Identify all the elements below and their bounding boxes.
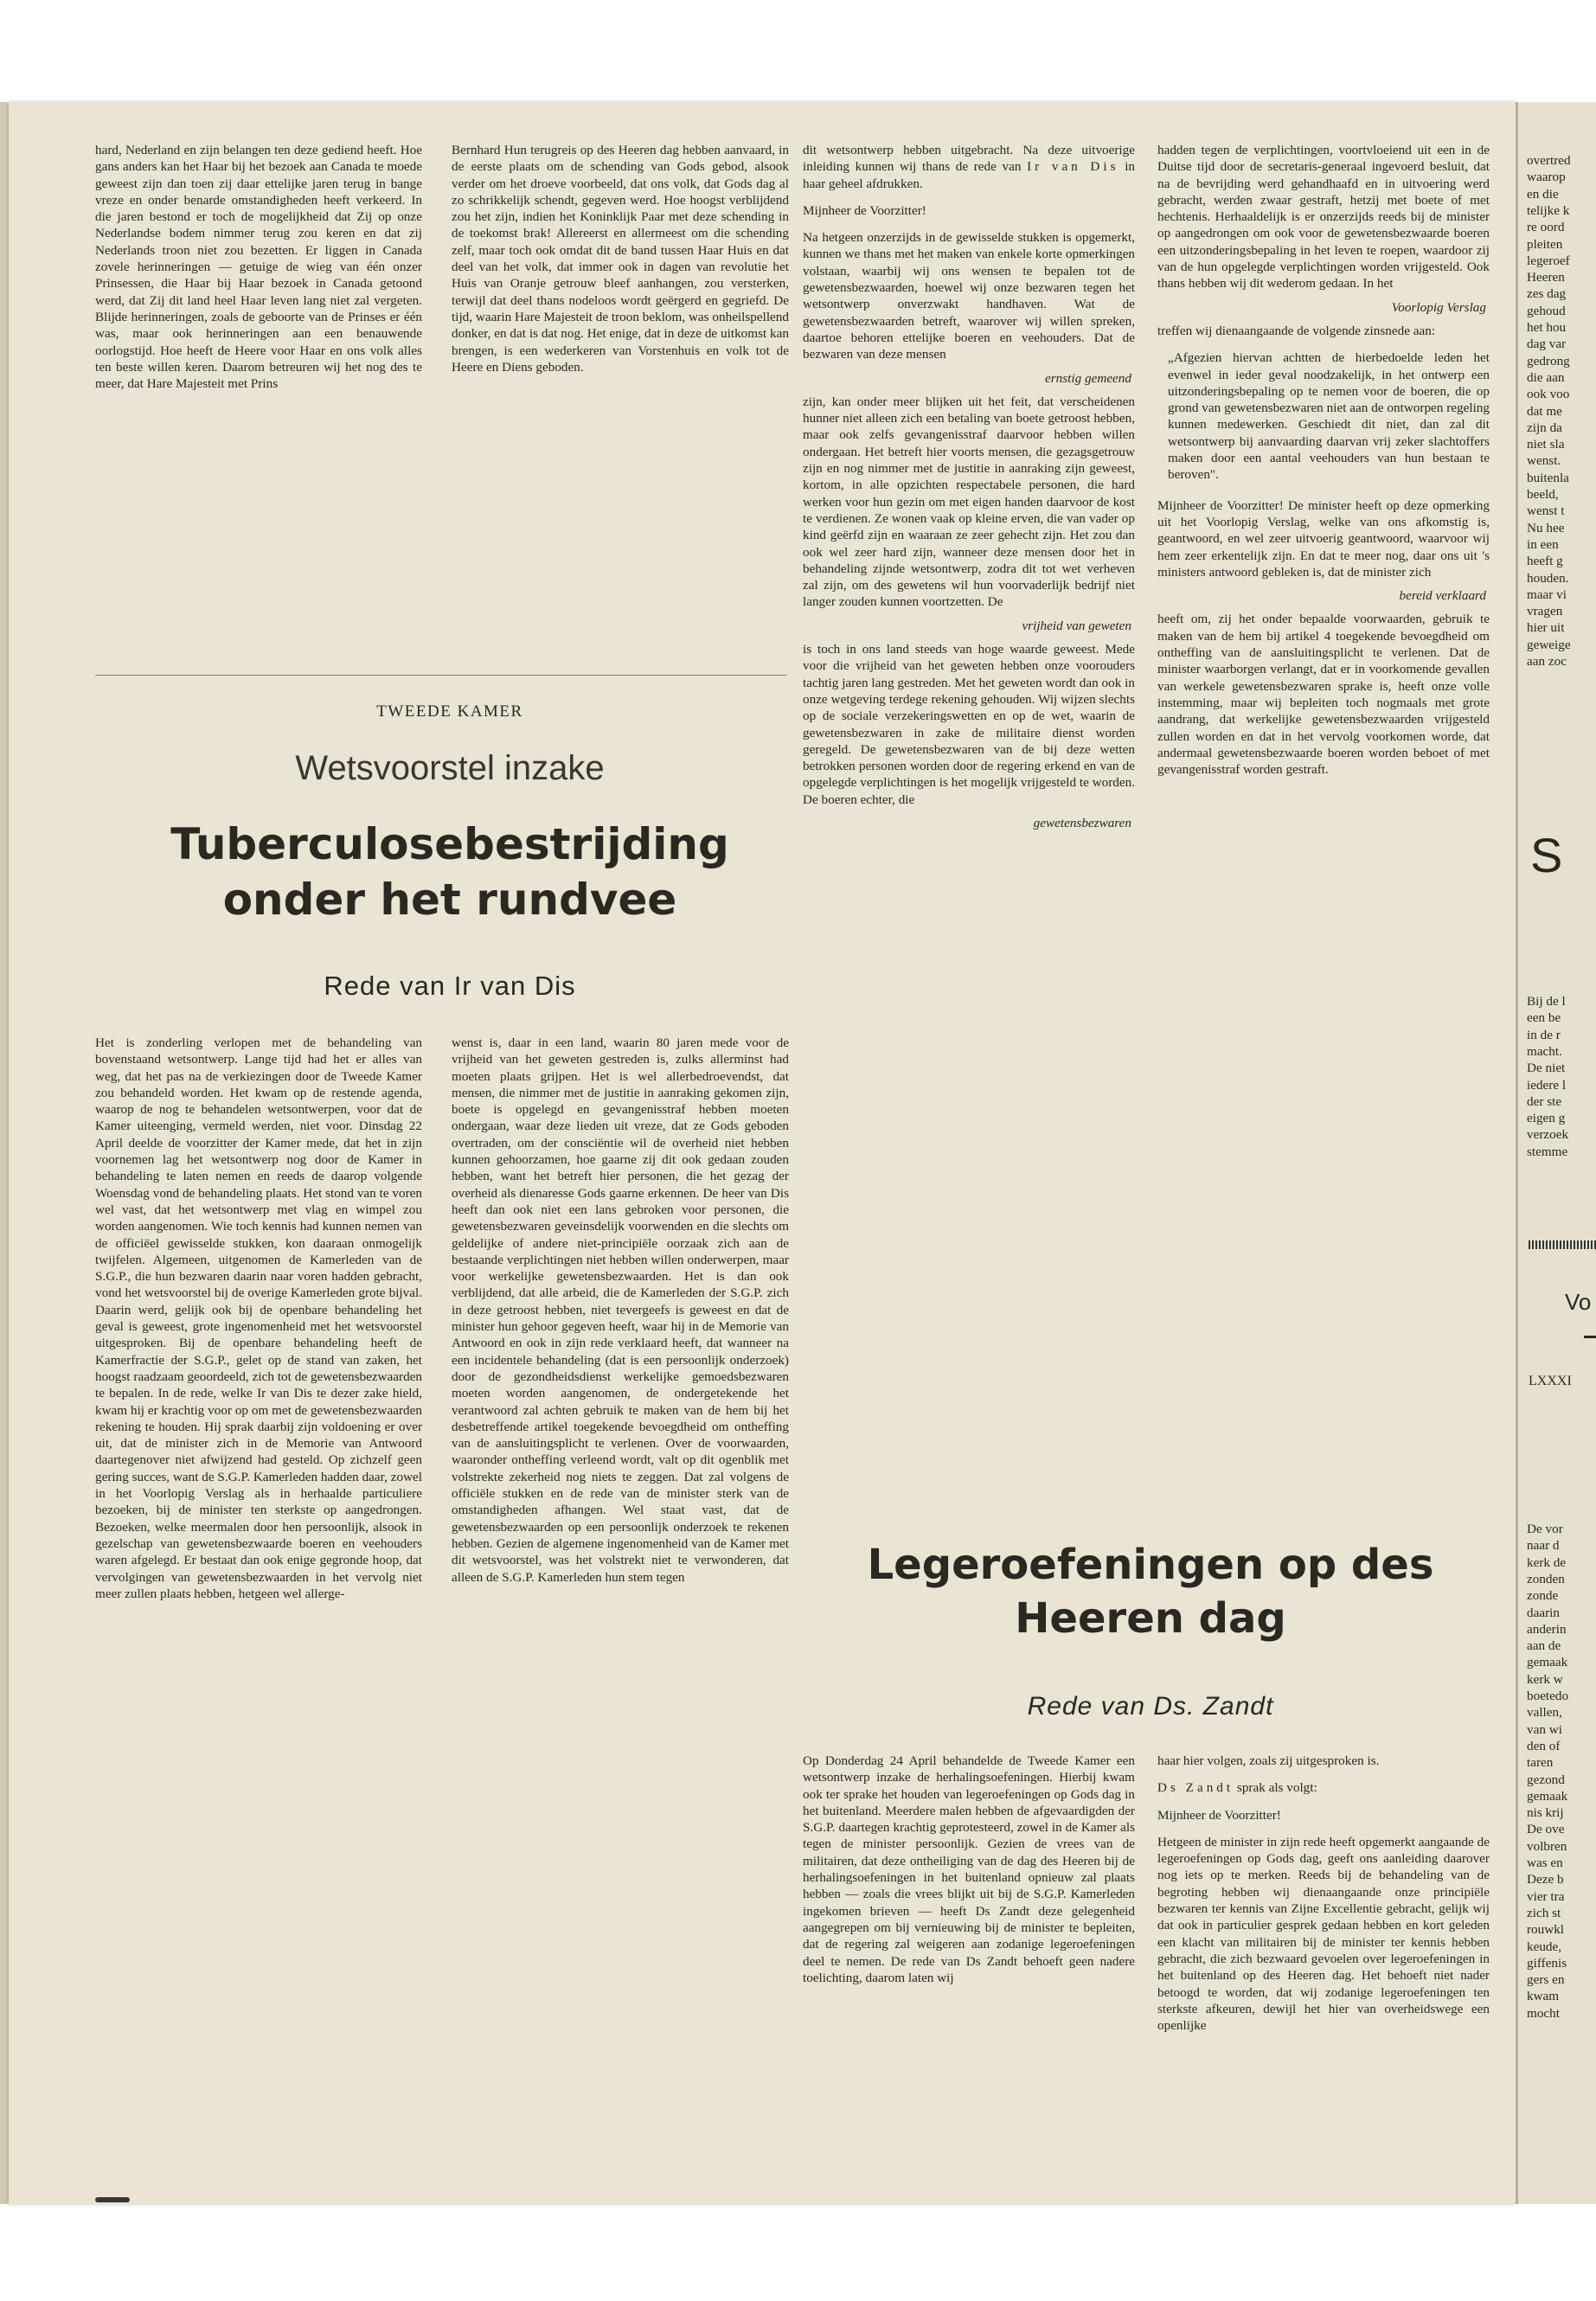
adjacent-text-line: van wi: [1527, 1721, 1562, 1737]
adjacent-decorative-rule: [1529, 1240, 1596, 1249]
adjacent-text-line: was en: [1527, 1856, 1563, 1870]
adjacent-text-line: den of: [1527, 1738, 1561, 1753]
quote-voorlopig-verslag: „Afgezien hiervan achtten de hierbedoelde leden het evenwel in ieder geval noodzakelijk, in het ontwerp een uitzonderingsbepaling op te nemen voor de boeren, die op grond van gewetensbezwaren niet aan de ontworpen regeling kunnen medewerken. Geschiedt dit niet, dan zal dit wetsontwerp bij aanvaarding daarvan vrij zeker slachtoffers maken door een aantal veehouders van hun bestaan te beroven".: [1168, 350, 1490, 483]
adjacent-text-line: kerk de: [1527, 1554, 1567, 1570]
adjacent-text-line: heeft g: [1527, 554, 1563, 569]
adjacent-text-line: zich st: [1527, 1905, 1561, 1920]
adjacent-text-line: en die: [1527, 186, 1559, 202]
adjacent-heading-fragment: Vo: [1565, 1289, 1592, 1315]
adjacent-text-line: der ste: [1527, 1093, 1562, 1109]
caption-bereid-verklaard: bereid verklaard: [1399, 588, 1486, 604]
top-column-2: [452, 142, 789, 375]
adjacent-text-line: aan de: [1527, 1638, 1561, 1654]
column-3: [803, 142, 1135, 838]
adjacent-text-line: boetedo: [1527, 1689, 1569, 1703]
section-divider: [95, 675, 787, 676]
salutation-2: Mijnheer de Voorzitter!: [1157, 1807, 1281, 1823]
article2-headline: Legeroefeningen op des Heeren dag: [867, 1541, 1434, 1643]
scan-mark: [95, 2197, 130, 2202]
column-4: [1157, 142, 1490, 778]
article2-speaker-line: [1157, 1779, 1490, 1796]
adjacent-text-line: gedrong: [1527, 353, 1570, 369]
speaker-line-post: sprak als volgt:: [1236, 1780, 1317, 1796]
salutation-1: Mijnheer de Voorzitter!: [803, 202, 926, 218]
article1-byline: Rede van Ir van Dis: [324, 971, 576, 1001]
adjacent-text-line: naar d: [1527, 1538, 1560, 1554]
adjacent-text-line: verzoek: [1527, 1127, 1569, 1143]
adjacent-text-line: macht.: [1527, 1043, 1562, 1059]
adjacent-text-line: zijn da: [1527, 420, 1562, 435]
adjacent-text-line: mocht: [1527, 2005, 1560, 2021]
article2-column-2-para-1: haar hier volgen, zoals zij uitgesproken is.: [1157, 1753, 1380, 1768]
column-4-para-1: hadden tegen de verplichtingen, voortvloeiend uit een in de Duitse tijd door de secretaris-generaal ingevoerd besluit, dat na de bevrijding werd gehandhaafd en in uitvoering werd gebracht, werden zwaar gestraft, hetzij met boete of met hechtenis. Herhaaldelijk is er onzerzijds reeds bij de minister op aangedrongen om ook voor de gewetensbezwaarde boeren een uitzonderingsbepaling in het leven te roepen, waardoor zij van de hun opgelegde verplichtingen worden vrijgesteld. Ook thans hebben wij dit wederom gedaan. In het: [1157, 143, 1490, 292]
adjacent-text-line: taren: [1527, 1755, 1554, 1771]
column-3-para-1-post: in haar geheel afdrukken.: [803, 159, 1136, 191]
adjacent-text-line: gemaak: [1527, 1788, 1568, 1804]
article1-kicker: Wetsvoorstel inzake: [295, 749, 605, 787]
article1-headline: Tuberculosebestrijding onder het rundvee: [170, 819, 729, 925]
adjacent-text-line: giffenis: [1527, 1955, 1567, 1971]
caption-gewetensbezwaren: gewetensbezwaren: [1033, 815, 1131, 830]
adjacent-text-line: kerk w: [1527, 1671, 1563, 1687]
adjacent-number-fragment: LXXXI: [1529, 1374, 1572, 1388]
speaker-name-van-dis: Ir van Dis: [1027, 159, 1119, 175]
adjacent-text-line: dag var: [1527, 336, 1567, 352]
adjacent-text-line: De niet: [1527, 1061, 1566, 1076]
speaker-name-zandt: Ds Zandt: [1157, 1780, 1234, 1796]
column-3-para-3: zijn, kan onder meer blijken uit het feit, dat verscheidenen hunner niet alleen zich een betaling van boete getroost hebben, maar ook zelfs gevangenisstraf daarvoor hebben willen ondergaan. Het betreft hier voorts mensen, die gezagsgetrouw zijn en nog nimmer met de justitie in aanraking zijn geweest, kortom, in alle opzichten respectabele personen, die hard werken voor hun gezin om met eigen handen daarvoor de kost te verdienen. Ze wonen vaak op kleine erven, die van vader op kind geërfd zijn en waaraan ze zeer gehecht zijn. Het zou dan ook wel zeer hard zijn, wanneer deze mensen door het in behandeling zijnde wetsontwerp, zodra dit tot wet verheven zal zijn, om des gewetens wil hun voorvaderlijk bedrijf niet langer zouden kunnen voortzetten. De: [803, 394, 1135, 610]
adjacent-text-line: in een: [1527, 536, 1559, 552]
adjacent-text-line: Heeren: [1527, 270, 1565, 285]
adjacent-text-line: aan zoc: [1527, 654, 1567, 669]
article1-column-1: [95, 1035, 422, 1602]
adjacent-text-line: overtred: [1527, 153, 1571, 168]
adjacent-page-fragment: [1516, 102, 1596, 2204]
adjacent-text-line: volbren: [1527, 1838, 1567, 1854]
adjacent-text-line: wenst t: [1527, 503, 1565, 519]
article1-column-1-text: Het is zonderling verlopen met de behandeling van bovenstaand wetsontwerp. Lange tijd had het er alles van weg, dat het pas na de verkiezingen door de Tweede Kamer zou behandeld worden. Het kwam op de restende agenda, waarop de nog te behandelen wetsontwerpen, voor dat de Kamer uiteenging, vermeld werden, niet voor. Dinsdag 22 April deelde de voorzitter der Kamer mede, dat het in zijn voornemen lag het wetsontwerp nog door de Kamer in behandeling te laten nemen en reeds de daarop volgende Woensdag vond de behandeling plaats. Het stond van te voren wel vast, dat het wetsontwerp met vlag en wimpel zou worden aangenomen. Wie toch kennis had kunnen nemen van de officiëel gewisselde stukken, kon daaraan onmogelijk twijfelen. Algemeen, uitgenomen de Kamerleden van de S.G.P., die hun bezwaren daarin naar voren hadden gebracht, vond het wetsvoorstel bij de overige Kamerleden grote bijval. Daarin werd, gelijk ook bij de openbare behandeling het geval is geweest, grote ingenomenheid met het wetsvoorstel uitgesproken. Bij de openbare behandeling heeft de Kamerfractie der S.G.P., gelet op de stand van zaken, het hoogst raadzaam geoordeeld, zich tot de gewetensbezwaarden te bepalen. In de rede, welke Ir van Dis te dezer zake hield, kwam hij er krachtig voor op om met de gewetensbezwaarden rekening te houden. Hij sprak daarbij zijn voldoening er over uit, dat de minister zich in de Memorie van Antwoord daartegenover niet afwijzend had gesteld. Op zichzelf geen gering succes, want de S.G.P. Kamerleden hadden daar, zowel in het Voorlopig Verslag als in herhaalde particuliere bezoeken, bij de minister ten sterkste op aangedrongen. Bezoeken, welke meermalen door hen persoonlijk, alsook in gezelschap van gewetensbezwaarde boeren en veehouders waren afgelegd. Er bestaat dan ook enige gegronde hoop, dat vervolgingen van gewetensbezwaarden in het vervolg niet meer zullen plaats hebben, hetgeen wel allerge-: [95, 1035, 422, 1601]
adjacent-text-line: houden.: [1527, 570, 1569, 586]
adjacent-text-line: geweige: [1527, 637, 1571, 652]
adjacent-text-line: daarin: [1527, 1605, 1560, 1620]
article2-column-2-para-2: Hetgeen de minister in zijn rede heeft opgemerkt aangaande de legeroefeningen op Gods dag, geeft ons aanleiding daarover nog iets op te merken. Reeds bij de behandeling van de begroting hebben wij dienaangaande onze principiële bezwaren ter kennis van Zijne Excellentie gebracht, gelijk wij dat ook in particulier gesprek gedaan hebben en kort geleden een klacht van militairen bij de minister ter kennis hebben gebracht, die zich bezwaard gevoelen over legeroefeningen in het buitenland op des Heeren dag. Het behoeft niet nader betoogd te worden, dat wij zodanige legeroefeningen ten sterkste afkeuren, dewijl het hier van overheidswege een openlijke: [1157, 1834, 1490, 2034]
top-column-1-text: hard, Nederland en zijn belangen ten deze gediend heeft. Hoe gans anders kan het Haar bij het bezoek aan Canada te moede geweest zijn dan toen zij daar ettelijke jaren terug in bange vreze en onder benarde omstandigheden heeft verkeerd. In die jaren bestond er toch de mogelijkheid dat Zij op onze Nederlandse bodem nimmer terug zou keren en dat zij Nederlands troon niet zou bezetten. Er liggen in Canada zovele herinneringen — getuige de wieg van één onzer Prinsessen, die Haar bij Haar bezoek in Canada getoond werd, dat Zij dit land heel Haar leven lang niet zal vergeten. Blijde herinneringen, zoals de geboorte van de Prinses er één was, maar ook herinneringen aan een benauwende oorlogstijd. Hoe heeft de Heere voor Haar en ons volk alles ten beste willen keren. Daarom betreuren wij het nog des te meer, dat Hare Majesteit met Prins: [95, 143, 422, 392]
adjacent-text-line: Deze b: [1527, 1872, 1564, 1888]
adjacent-text-line: Nu hee: [1527, 520, 1565, 535]
adjacent-text-line: anderin: [1527, 1621, 1567, 1637]
adjacent-text-line: dat me: [1527, 403, 1562, 419]
adjacent-text-line: rouwkl: [1527, 1922, 1565, 1938]
adjacent-text-line: ook voo: [1527, 387, 1570, 402]
adjacent-text-line: buitenla: [1527, 470, 1569, 485]
adjacent-text-line: pleiten: [1527, 236, 1563, 252]
adjacent-dash: [1584, 1336, 1596, 1338]
adjacent-big-letter: S: [1530, 828, 1563, 882]
page-spine-edge: [0, 102, 9, 2204]
adjacent-text-line: niet sla: [1527, 437, 1565, 452]
adjacent-text-line: zes dag: [1527, 286, 1567, 302]
adjacent-text-line: legeroef: [1527, 253, 1570, 268]
article1-column-2: [452, 1035, 789, 1586]
adjacent-text-line: kwam: [1527, 1989, 1560, 2004]
top-column-2-text: Bernhard Hun terugreis op des Heeren dag hebben aanvaard, in de eerste plaats om de schending van Gods gebod, alsook verder om het droeve voorbeeld, dat ons volk, dat Gods dag al zo schrikkelijk schendt, gegeven werd. Hoe hoogst verblijdend zou het zijn, indien het Koninklijk Paar met deze schending in de toekomst brak! Allereerst en allermeest om die schending zelf, maar toch ook omdat dit de band tussen Haar Huis en dat deel van het volk, dat immer ook in dagen van revolutie het Huis van Oranje getrouw bleef aanhangen, zou versterken, terwijl dat deel thans nodeloos wordt geërgerd en gegriefd. De tijd, waarin Hare Majesteit de troon beklom, was onheilspellend donker, en dat is dat nog. Het enige, dat in deze de uitkomst kan brengen, is een wederkeren van Vorstenhuis en volk tot de Heere en Diens geboden.: [452, 143, 789, 375]
adjacent-text-line: gers en: [1527, 1972, 1565, 1988]
top-column-1: [95, 142, 422, 392]
column-4-para-2: treffen wij dienaangaande de volgende zinsnede aan:: [1157, 323, 1436, 338]
adjacent-text-line: gezond: [1527, 1772, 1565, 1787]
column-3-para-1-pre: dit wetsontwerp hebben uitgebracht. Na deze uitvoerige inleiding kunnen wij thans de rede van: [803, 143, 1135, 175]
column-4-para-3: Mijnheer de Voorzitter! De minister heeft op deze opmerking uit het Voorlopig Verslag, welke van ons afkomstig is, geantwoord, en wel zeer uitvoerig geantwoord, waarvoor wij hem zeer erkentelijk zijn. En dat te meer nog, daar ons uit 's ministers antwoord gebleken is, dat de minister zich: [1157, 497, 1490, 580]
adjacent-text-line: zonden: [1527, 1571, 1565, 1586]
adjacent-text-line: hier uit: [1527, 620, 1565, 636]
adjacent-text-line: beeld,: [1527, 487, 1559, 502]
article2-column-1-text: Op Donderdag 24 April behandelde de Tweede Kamer een wetsontwerp inzake de herhalingsoefeningen. Hierbij kwam ook ter sprake het houden van legeroefeningen op Gods dag in het buitenland. Meerdere malen hebben de afgevaardigden der S.G.P. daartegen krachtig geprotesteerd, zowel in de Kamer als tegen de minister persoonlijk. Gezien de vrees van de militairen, dat deze ontheiliging van de dag des Heeren bij de herhalingsoefeningen in het buitenland opnieuw zal plaats hebben — zoals die vrees blijkt uit bij de S.G.P. Kamerleden ingekomen brieven — heeft Ds Zandt deze gelegenheid aangegrepen om bij vernieuwing bij de minister te bepleiten, dat de regering zal weigeren aan zodanige legeroefeningen deel te nemen. De rede van Ds Zandt behoeft geen nadere toelichting, daarom laten wij: [803, 1753, 1135, 1985]
column-3-para-4: is toch in ons land steeds van hoge waarde geweest. Mede voor die vrijheid van het geweten hebben onze voorouders tachtig jaren lang gestreden. Met het geweten wordt dan ook in onze wetgeving terdege rekening gehouden. Wij wijzen slechts op de sociale verzekeringswetten en op de wet, waarin de gewetensbezwaren in zake de militaire dienst worden geregeld. De gewetensbezwaren van de bij deze wetten betrokken personen worden door de regering erkend en van de opgelegde verplichtingen is het mogelijk vrijgesteld te worden. De boeren echter, die: [803, 642, 1135, 807]
adjacent-text-line: vallen,: [1527, 1705, 1562, 1721]
article2-byline: Rede van Ds. Zandt: [1027, 1692, 1274, 1721]
adjacent-text-line: maar vi: [1527, 586, 1567, 602]
adjacent-text-line: De ove: [1527, 1822, 1565, 1837]
article2-column-1: [803, 1753, 1135, 1986]
adjacent-text-line: Bij de l: [1527, 994, 1566, 1009]
adjacent-text-line: gehoud: [1527, 303, 1566, 318]
adjacent-text-line: telijke k: [1527, 202, 1570, 218]
caption-voorlopig-verslag: Voorlopig Verslag: [1391, 299, 1486, 315]
adjacent-text-line: in de r: [1527, 1027, 1561, 1042]
adjacent-text-line: eigen g: [1527, 1111, 1566, 1126]
column-3-para-2: Na hetgeen onzerzijds in de gewisselde stukken is opgemerkt, kunnen we thans met het maken van enkele korte opmerkingen volstaan, waarbij wij ons wensen te bepalen tot de gewetensbezwaarden, hoewel wij onze bezwaren tegen het wetsontwerp onverzwakt handhaven. Wat de gewetensbezwaarden betreft, waarover wij willen spreken, daartoe behoren ettelijke boeren en veehouders. Dat de bezwaren van deze mensen: [803, 230, 1135, 362]
section-label: TWEEDE KAMER: [376, 702, 523, 721]
adjacent-text-line: zonde: [1527, 1588, 1559, 1604]
adjacent-text-line: waarop: [1527, 170, 1566, 185]
adjacent-text-line: wenst.: [1527, 453, 1561, 469]
column-4-para-4: heeft om, zij het onder bepaalde voorwaarden, gebruik te maken van de hem bij artikel 4 toegekende bevoegdheid om ontheffing van de aansluitingsplicht te verlenen. Dat de minister waarborgen verlangt, dat er in voorkomende gevallen van werkele gewetensbezwaren sprake is, heeft onze volle instemming, maar wij bepleiten toch nogmaals met grote aandrang, dat werkelijke gewetensbezwaarden vrijgesteld zullen worden en dat in het vervolg voorkomen worde, dat andermaal gewetensbezwaarde boeren worden beboet of met gevangenisstraf worden gestraft.: [1157, 612, 1490, 778]
adjacent-text-line: een be: [1527, 1010, 1561, 1026]
adjacent-text-line: De vor: [1527, 1522, 1563, 1536]
adjacent-text-line: gemaak: [1527, 1655, 1568, 1670]
adjacent-text-line: vier tra: [1527, 1888, 1565, 1904]
caption-ernstig-gemeend: ernstig gemeend: [1045, 370, 1131, 386]
caption-vrijheid-van-geweten: vrijheid van geweten: [1022, 618, 1131, 633]
adjacent-text-line: stemme: [1527, 1144, 1568, 1159]
adjacent-text-line: keude,: [1527, 1939, 1562, 1954]
adjacent-text-line: vragen: [1527, 604, 1563, 619]
newspaper-page: [9, 102, 1516, 2204]
article1-column-2-text: wenst is, daar in een land, waarin 80 jaren mede voor de vrijheid van het geweten gestreden is, zulks allerminst had moeten plaats grijpen. Het is wel allerbedroevendst, dat mensen, die nimmer met de justitie in aanraking gekomen zijn, boete is opgelegd en gevangenisstraf hebben moeten ondergaan, waar deze lieden uit vreze, dat ze Gods geboden overtraden, om der consciëntie wil de overheid niet hebben kunnen gehoorzamen, hoe gaarne zij dit ook gedaan zouden hebben, want het betreft hier personen, die het gezag der overheid als dienaresse Gods gaarne erkennen. De heer van Dis heeft dan ook niet een lans gebroken voor personen, die gewetensbezwaren geveinsdelijk voorwenden en die slechts om geldelijke of andere niet-principiële oorzaak zich aan de bestaande verplichtingen niet hebben willen onderwerpen, maar voor werkelijke gewetensbezwaarden. Het is dan ook verblijdend, dat alle arbeid, die de Kamerleden der S.G.P. zich in deze getroost hebben, niet tevergeefs is geweest en dat de minister hun gehoor gegeven heeft, waar hij in de Memorie van Antwoord en ook in zijn rede verklaard heeft, dat wanneer na een incidentele behandeling (dat is een persoonlijk onderzoek) door de gezondheidsdienst werkelijke gemoedsbezwaren moeten worden aangenomen, de ondergetekende het verantwoord zal achten gebruik te maken van de hem bij het desbetreffende artikel toegekende bevoegdheid om ontheffing van de aansluitingsplicht te verlenen. Over de voorwaarden, waaronder ontheffing verleend wordt, valt op dit ogenblik met volstrekte zekerheid nog niets te zeggen. Dat zal volgens de officiële stukken en de rede van de minister sterk van de omstandigheden afhangen. Wel staat vast, dat de gewetensbezwaarden op een persoonlijk onderzoek te rekenen hebben. Gezien de algemene ingenomenheid van de Kamer met dit wetsvoorstel, was het volstrekt niet te verwonderen, dat alleen de S.G.P. Kamerleden hun stem tegen: [452, 1035, 789, 1585]
adjacent-text-line: iedere l: [1527, 1077, 1567, 1093]
column-3-para-1: [803, 142, 1135, 192]
article2-column-2: [1157, 1753, 1490, 2034]
adjacent-text-line: het hou: [1527, 320, 1567, 335]
adjacent-text-line: nis krij: [1527, 1805, 1564, 1821]
adjacent-text-line: re oord: [1527, 220, 1565, 235]
adjacent-text-line: die aan: [1527, 369, 1565, 385]
